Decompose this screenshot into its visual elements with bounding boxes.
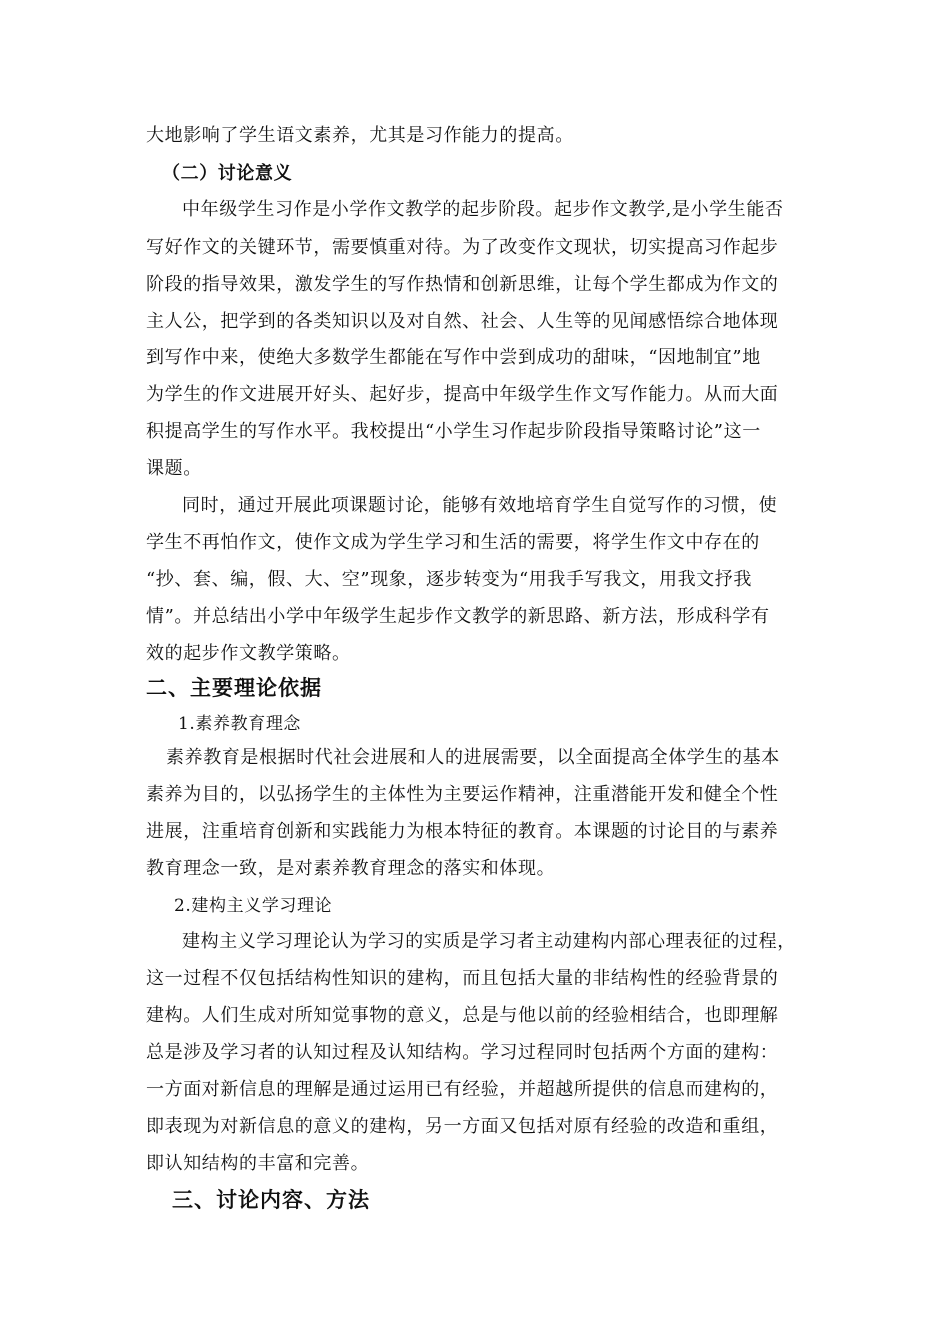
paragraph-line: 积提高学生的写作水平。我校提出“小学生习作起步阶段指导策略讨论”这一 (146, 421, 761, 442)
paragraph-line: 阶段的指导效果，激发学生的写作热情和创新思维，让每个学生都成为作文的 (146, 274, 779, 295)
paragraph-line: 进展，注重培育创新和实践能力为根本特征的教育。本课题的讨论目的与素养 (146, 821, 779, 842)
paragraph-line: 效的起步作文教学策略。 (146, 643, 351, 664)
paragraph-line: 情”。并总结出小学中年级学生起步作文教学的新思路、新方法，形成科学有 (146, 606, 770, 627)
paragraph-line: 学生不再怕作文，使作文成为学生学习和生活的需要，将学生作文中存在的 (146, 532, 760, 553)
paragraph-line: 写好作文的关键环节，需要慎重对待。为了改变作文现状，切实提高习作起步 (146, 237, 779, 258)
paragraph-line: 建构。人们生成对所知觉事物的意义，总是与他以前的经验相结合，也即理解 (146, 1005, 779, 1026)
paragraph-line: 课题。 (146, 458, 202, 479)
subheading-research-significance: （二）讨论意义 (162, 163, 293, 184)
paragraph-line: 即表现为对新信息的意义的建构，另一方面又包括对原有经验的改造和重组， (146, 1116, 779, 1137)
section-heading-content-methods: 三、讨论内容、方法 (172, 1188, 370, 1212)
paragraph-line: 建构主义学习理论认为学习的实质是学习者主动建构内部心理表征的过程， (182, 931, 796, 952)
section-heading-theory: 二、主要理论依据 (146, 676, 322, 700)
paragraph-line: 素养教育是根据时代社会进展和人的进展需要，以全面提高全体学生的基本 (166, 747, 780, 768)
item-title-quality-education: 1.素养教育理念 (178, 714, 302, 734)
paragraph-line: 为学生的作文进展开好头、起好步，提高中年级学生作文写作能力。从而大面 (146, 384, 779, 405)
paragraph-line: 总是涉及学习者的认知过程及认知结构。学习过程同时包括两个方面的建构： (146, 1042, 779, 1063)
paragraph-line: 同时，通过开展此项课题讨论，能够有效地培育学生自觉写作的习惯，使 (182, 495, 778, 516)
paragraph-line: 主人公，把学到的各类知识以及对自然、社会、人生等的见闻感悟综合地体现 (146, 311, 779, 332)
paragraph-line: 素养为目的，以弘扬学生的主体性为主要运作精神，注重潜能开发和健全个性 (146, 784, 779, 805)
paragraph-line: 教育理念一致，是对素养教育理念的落实和体现。 (146, 858, 556, 879)
paragraph-line: 一方面对新信息的理解是通过运用已有经验，并超越所提供的信息而建构的， (146, 1079, 779, 1100)
paragraph-line: 即认知结构的丰富和完善。 (146, 1153, 370, 1174)
paragraph-line: “抄、套、编，假、大、空”现象，逐步转变为“用我手写我文，用我文抒我 (146, 569, 753, 590)
paragraph-line: 这一过程不仅包括结构性知识的建构，而且包括大量的非结构性的经验背景的 (146, 968, 779, 989)
item-title-constructivism: 2.建构主义学习理论 (174, 896, 333, 916)
paragraph-line: 大地影响了学生语文素养，尤其是习作能力的提高。 (146, 125, 574, 146)
paragraph-line: 到写作中来，使绝大多数学生都能在写作中尝到成功的甜味，“因地制宜”地 (146, 347, 761, 368)
paragraph-line: 中年级学生习作是小学作文教学的起步阶段。起步作文教学,是小学生能否 (182, 199, 784, 220)
